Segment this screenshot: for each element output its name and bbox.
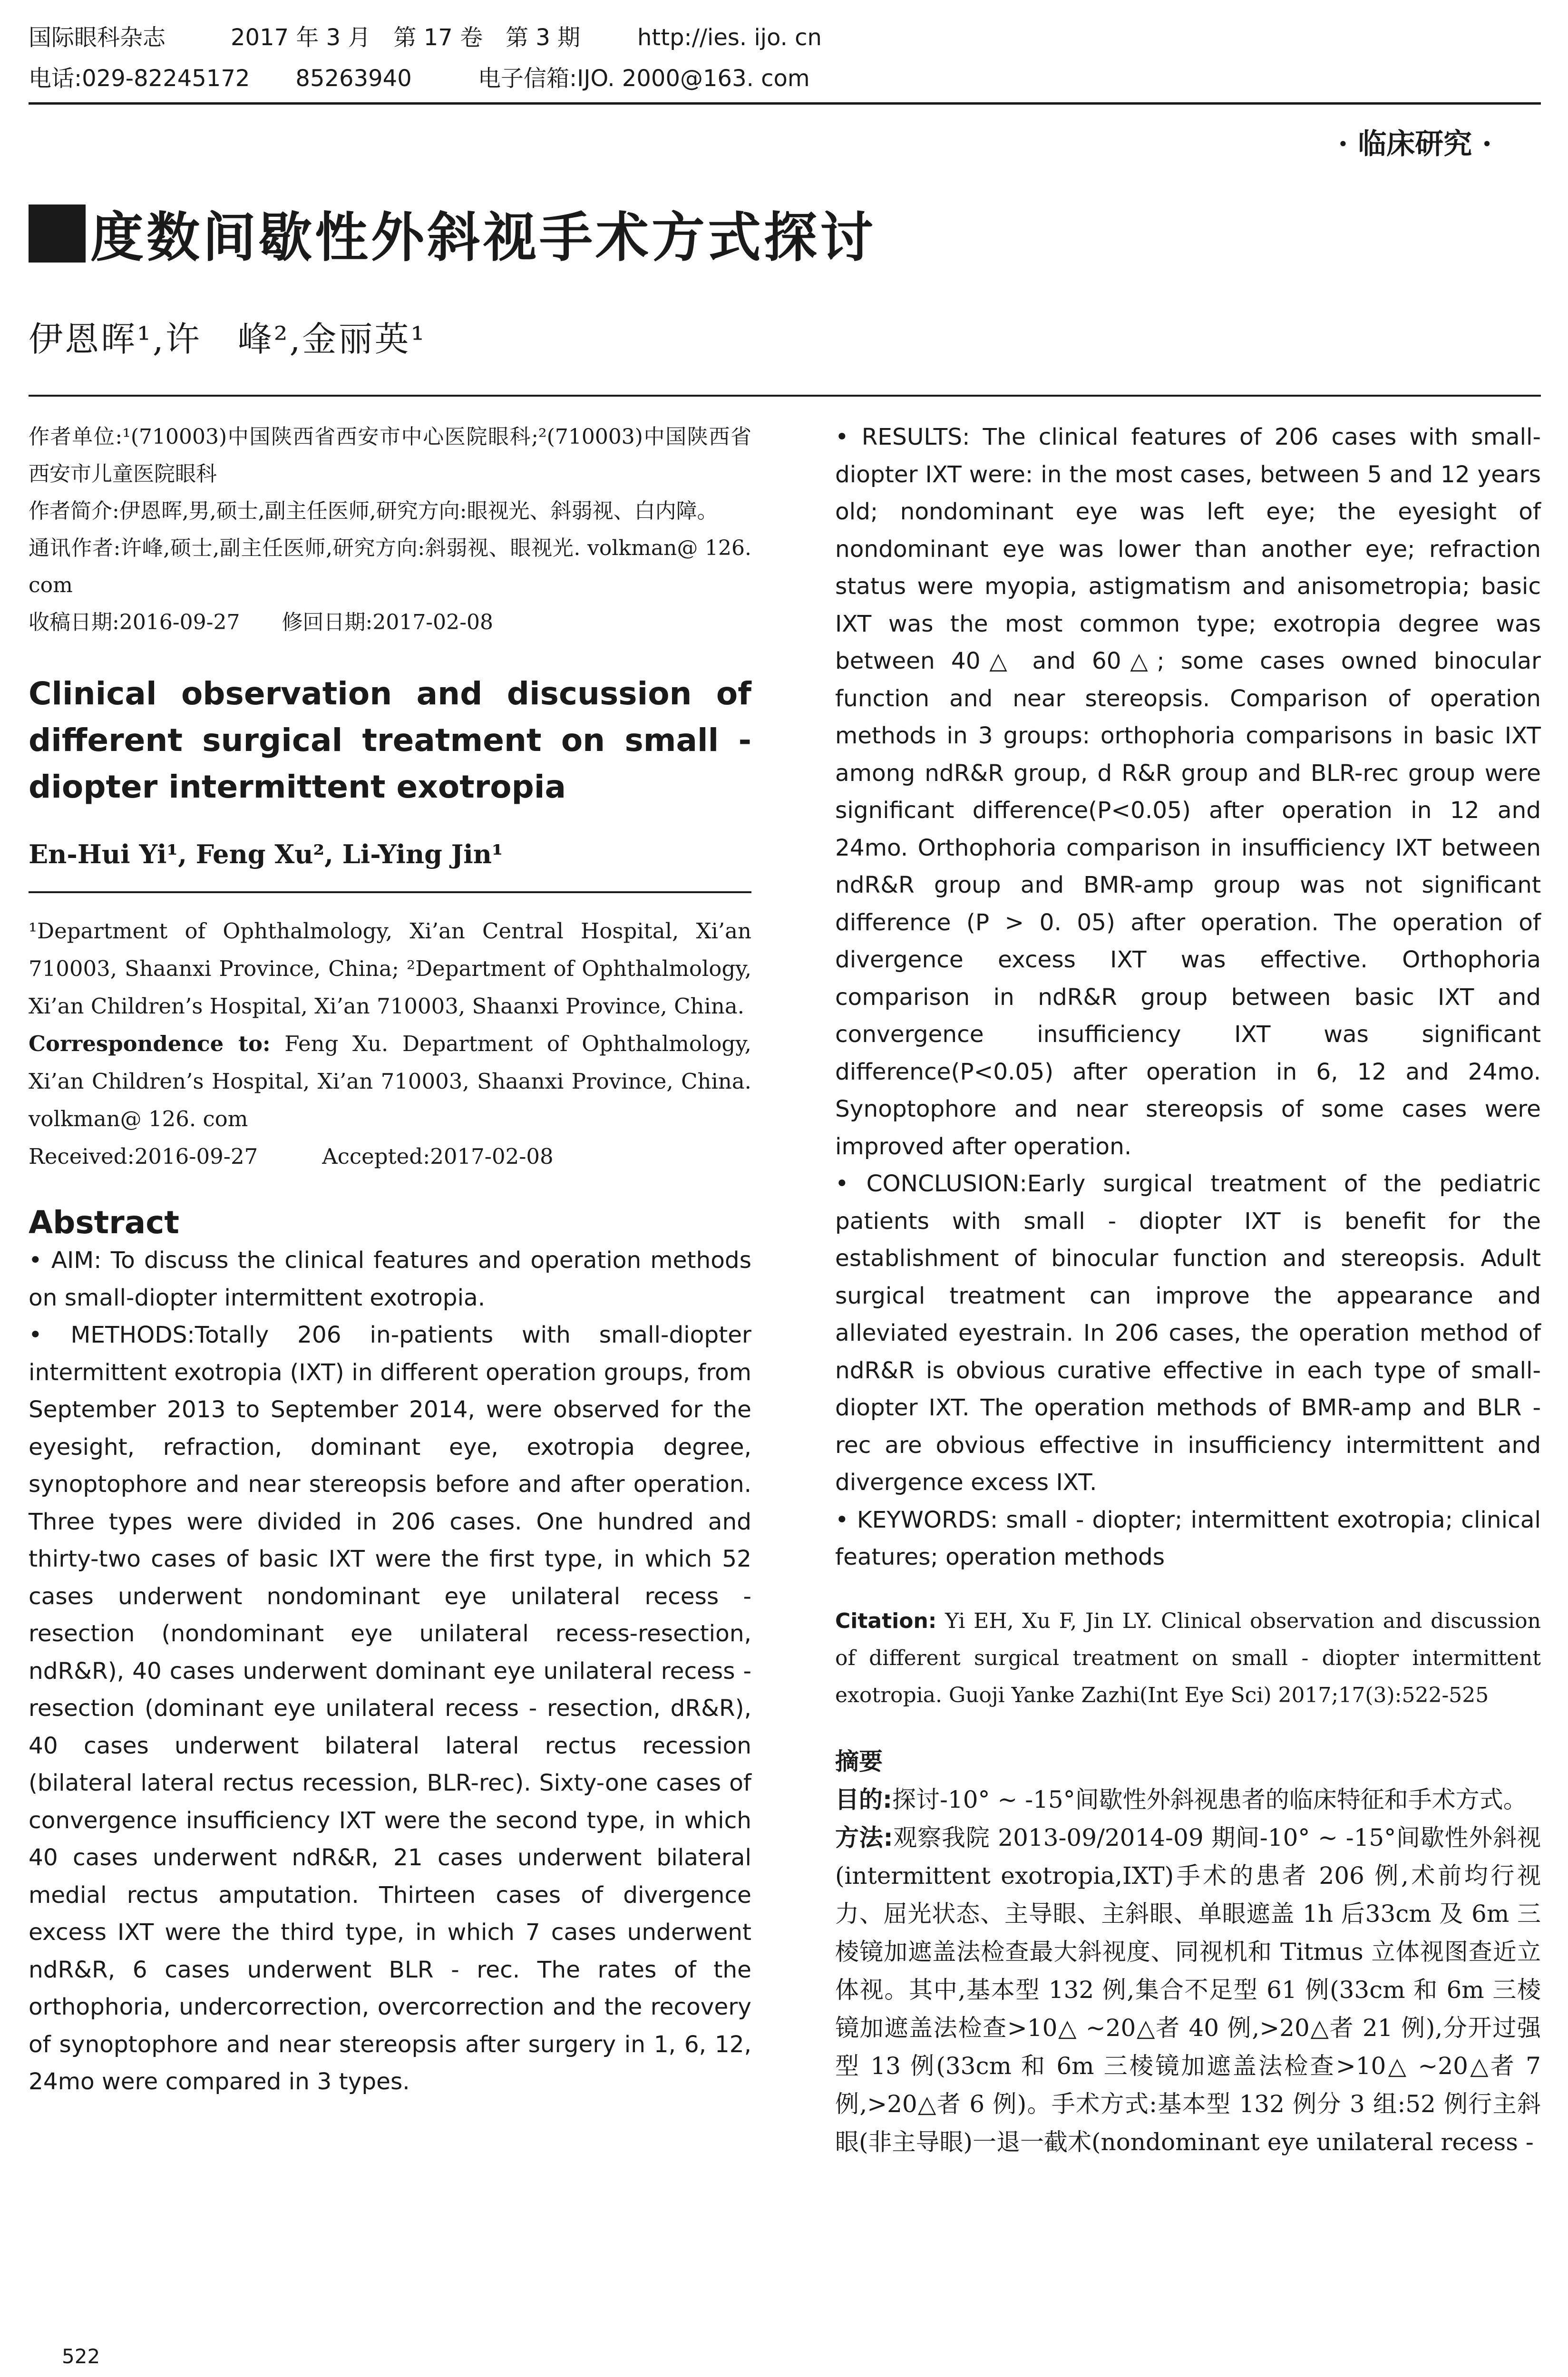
citation: Citation: Yi EH, Xu F, Jin LY. Clinical observation and discussion of different surgical treatment on small - diopter intermittent exotropia. Guoji Yanke Zazhi(Int Eye Sci) 2017;17(3):522-525 xyxy=(835,1608,1541,1707)
authors-en: En-Hui Yi¹, Feng Xu², Li-Ying Jin¹ xyxy=(29,839,503,869)
chinese-methods: 方法:观察我院 2013-09/2014-09 期间-10° ~ -15°间歇性外斜视(intermittent exotropia,IXT)手术的患者 206 例,术前均行视力、屈光状态、主导眼、主斜眼、单眼遮盖 1h 后33cm 及 6m 三棱镜加遮盖法检查最大斜视度、同视机和 Titmus 立体视图查近立体视。其中,基本型 132 例,集合不足型 61 例(33cm 和 6m 三棱镜加遮盖法检查>10△ ~20△者 40 例,>20△者 21 例),分开过强型 13 例(33cm 和 6m 三棱镜加遮盖法检查>10△ ~20△者 7 例,>20△者 6 例)。手术方式:基本型 132 例分 3 组:52 例行主斜眼(非主导眼)一退一截术(nondominant eye unilateral recess - xyxy=(835,1823,1541,2156)
journal-name: 国际眼科杂志 xyxy=(29,24,166,51)
section-label: · 临床研究 · xyxy=(1338,127,1492,161)
correspondence-cn: 通讯作者:许峰,硕士,副主任医师,研究方向:斜弱视、眼视光. volkman@ 126. com xyxy=(29,536,751,597)
abstract-methods: • METHODS:Totally 206 in-patients with small-diopter intermittent exotropia (IXT) in different operation groups, from September 2013 to September 2014, were observed for the eyesight, refraction, dominant eye, exotropia degree, synoptophore and near stereopsis before and after operation. Three types were divided in 206 cases. One hundred and thirty-two cases of basic IXT were the first type, in which 52 cases underwent nondominant eye unilateral recess - resection (nondominant eye unilateral recess-resection, ndR&R), 40 cases underwent dominant eye unilateral recess - resection (dominant eye unilateral recess - resection, dR&R), 40 cases underwent bilateral lateral rectus recession (bilateral lateral rectus recession, BLR-rec). Sixty-one cases of convergence insufficiency IXT were the second type, in which 40 cases underwent ndR&R, 21 cases underwent bilateral medial rectus amputation. Thirteen cases of divergence excess IXT were the third type, in which 7 cases underwent ndR&R, 6 cases underwent BLR - rec. The rates of the orthophoria, undercorrection, overcorrection and the recovery of synoptophore and near stereopsis after surgery in 1, 6, 12, 24mo were compared in 3 types. xyxy=(29,1322,751,2095)
redacted-glyph xyxy=(29,205,86,263)
email-info: 电子信箱:IJO. 2000@163. com xyxy=(478,65,810,92)
page-title: 度数间歇性外斜视手术方式探讨 xyxy=(29,205,876,271)
english-title: Clinical observation and discussion of different surgical treatment on small - diopter intermittent exotropia xyxy=(29,675,751,805)
header-rule xyxy=(29,102,1541,105)
author-affiliation-cn: 作者单位:¹(710003)中国陕西省西安市中心医院眼科;²(710003)中国陕西省西安市儿童医院眼科 xyxy=(29,425,751,486)
journal-url: http://ies. ijo. cn xyxy=(637,24,822,51)
issue-info: 2017 年 3 月 第 17 卷 第 3 期 xyxy=(231,24,581,51)
phone-info: 电话:029-82245172 85263940 xyxy=(29,65,412,92)
chinese-abstract-heading: 摘要 xyxy=(835,1747,883,1775)
authors-cn: 伊恩晖¹,许 峰²,金丽英¹ xyxy=(29,319,427,359)
page-number: 522 xyxy=(62,2345,100,2368)
chinese-aim: 目的:探讨-10° ~ -15°间歇性外斜视患者的临床特征和手术方式。 xyxy=(835,1785,1527,1813)
abstract-aim: • AIM: To discuss the clinical features and operation methods on small-diopter intermittent exotropia. xyxy=(29,1247,751,1311)
affiliation-en: ¹Department of Ophthalmology, Xi’an Central Hospital, Xi’an 710003, Shaanxi Province, China; ²Department of Ophthalmology, Xi’an Children’s Hospital, Xi’an 710003, Shaanxi Province, China. xyxy=(29,918,751,1019)
correspondence-en: Correspondence to: Feng Xu. Department of Ophthalmology, Xi’an Children’s Hospital, Xi’an 710003, Shaanxi Province, China. volkman@ 126. com xyxy=(29,1031,751,1131)
dates-cn: 收稿日期:2016-09-27 修回日期:2017-02-08 xyxy=(29,610,494,634)
abstract-heading: Abstract xyxy=(29,1204,179,1241)
author-profile-cn: 作者简介:伊恩晖,男,硕士,副主任医师,研究方向:眼视光、斜弱视、白内障。 xyxy=(29,499,718,523)
abstract-keywords: • KEYWORDS: small - diopter; intermittent exotropia; clinical features; operation methods xyxy=(835,1506,1541,1570)
authors-rule xyxy=(29,891,751,893)
received-dates: Received:2016-09-27 Accepted:2017-02-08 xyxy=(29,1144,554,1169)
abstract-results: • RESULTS: The clinical features of 206 cases with small-diopter IXT were: in the most cases, between 5 and 12 years old; nondominant eye was left eye; the eyesight of nondominant eye was lower than another eye; refraction status were myopia, astigmatism and anisometropia; basic IXT was the most common type; exotropia degree was between 40△ and 60△; some cases owned binocular function and near stereopsis. Comparison of operation methods in 3 groups: orthophoria comparisons in basic IXT among ndR&R group, d R&R group and BLR-rec group were significant difference(P<0.05) after operation in 12 and 24mo. Orthophoria comparison in insufficiency IXT between ndR&R group and BMR-amp group was not significant difference (P > 0. 05) after operation. The operation of divergence excess IXT was effective. Orthophoria comparison in ndR&R group between basic IXT and convergence insufficiency IXT was significant difference(P<0.05) after operation in 6, 12 and 24mo. Synoptophore and near stereopsis of some cases were improved after operation. xyxy=(835,424,1541,1160)
abstract-conclusion: • CONCLUSION:Early surgical treatment of the pediatric patients with small - diopter IXT is benefit for the establishment of binocular function and stereopsis. Adult surgical treatment can improve the appearance and alleviated eyestrain. In 206 cases, the operation method of ndR&R is obvious curative effective in each type of small-diopter IXT. The operation methods of BMR-amp and BLR - rec are obvious effective in insufficiency intermittent and divergence excess IXT. xyxy=(835,1170,1541,1496)
title-rule xyxy=(29,395,1541,397)
